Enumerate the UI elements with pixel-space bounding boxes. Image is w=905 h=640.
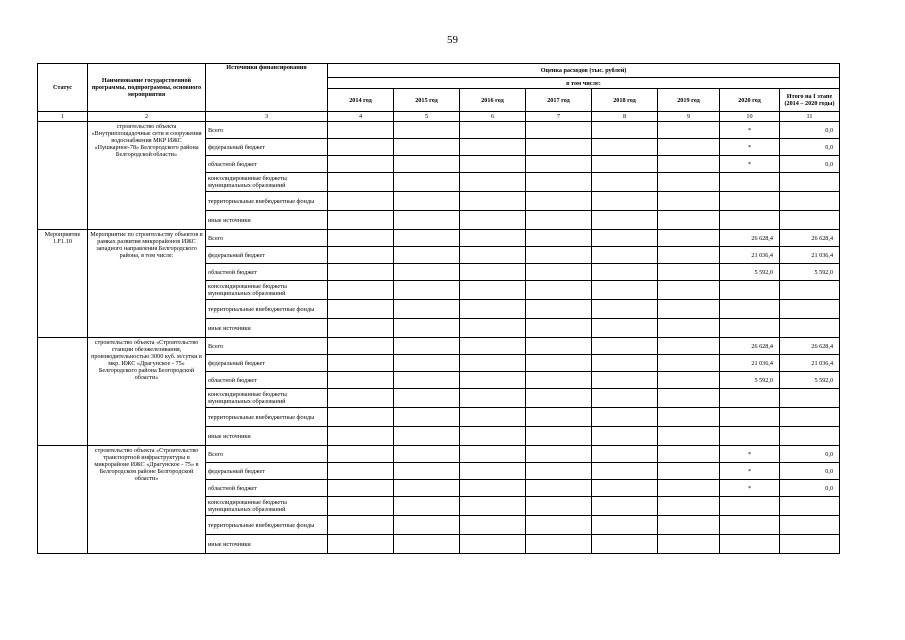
year-2020-value [720, 319, 780, 338]
year-value-cell [658, 463, 720, 480]
column-number: 10 [720, 112, 780, 122]
year-value-cell [460, 139, 526, 156]
year-value-cell [460, 408, 526, 427]
year-2020-value: * [720, 122, 780, 139]
total-value: 0,0 [780, 446, 840, 463]
total-value [780, 192, 840, 211]
year-value-cell [526, 247, 592, 264]
total-value: 26 628,4 [780, 230, 840, 247]
year-value-cell [328, 300, 394, 319]
header-year: 2020 год [720, 89, 780, 112]
year-value-cell [592, 230, 658, 247]
year-value-cell [394, 281, 460, 300]
total-value [780, 281, 840, 300]
year-value-cell [328, 139, 394, 156]
year-value-cell [328, 446, 394, 463]
year-value-cell [394, 463, 460, 480]
year-value-cell [460, 338, 526, 355]
total-value [780, 319, 840, 338]
year-value-cell [526, 300, 592, 319]
table-row [38, 338, 840, 355]
year-value-cell [592, 338, 658, 355]
funding-source: федеральный бюджет [206, 247, 328, 264]
year-value-cell [328, 230, 394, 247]
year-value-cell [394, 535, 460, 554]
year-value-cell [592, 247, 658, 264]
year-value-cell [658, 497, 720, 516]
funding-source: федеральный бюджет [206, 355, 328, 372]
year-2020-value: * [720, 139, 780, 156]
year-2020-value: 5 592,0 [720, 372, 780, 389]
header-total: Итого на I этапе (2014 – 2020 годы) [780, 89, 840, 112]
year-value-cell [526, 427, 592, 446]
total-value: 0,0 [780, 156, 840, 173]
year-value-cell [592, 535, 658, 554]
budget-table [37, 63, 840, 554]
year-value-cell [658, 139, 720, 156]
year-value-cell [526, 338, 592, 355]
row-status [38, 446, 88, 554]
year-value-cell [328, 338, 394, 355]
year-value-cell [460, 355, 526, 372]
year-value-cell [328, 281, 394, 300]
table-row [38, 230, 840, 247]
header-sources: Источники финансирования [206, 64, 328, 112]
total-value [780, 300, 840, 319]
year-value-cell [394, 319, 460, 338]
funding-source: областной бюджет [206, 264, 328, 281]
funding-source: Всего [206, 338, 328, 355]
year-value-cell [394, 355, 460, 372]
year-value-cell [592, 427, 658, 446]
year-value-cell [526, 264, 592, 281]
year-value-cell [394, 264, 460, 281]
year-value-cell [592, 281, 658, 300]
header-year: 2014 год [328, 89, 394, 112]
total-value: 5 592,0 [780, 264, 840, 281]
funding-source: консолидированные бюджеты муниципальных образований [206, 497, 328, 516]
header-name: Наименование государственной программы, подпрограммы, основного мероприятия [88, 64, 206, 112]
year-2020-value: 26 628,4 [720, 230, 780, 247]
year-2020-value: * [720, 156, 780, 173]
funding-source: Всего [206, 122, 328, 139]
year-value-cell [526, 389, 592, 408]
funding-source: консолидированные бюджеты муниципальных образований [206, 281, 328, 300]
year-value-cell [394, 139, 460, 156]
year-value-cell [658, 355, 720, 372]
year-2020-value [720, 516, 780, 535]
funding-source: Всего [206, 446, 328, 463]
year-value-cell [592, 122, 658, 139]
funding-source: территориальные внебюджетные фонды [206, 516, 328, 535]
year-value-cell [592, 173, 658, 192]
year-value-cell [526, 230, 592, 247]
year-value-cell [460, 372, 526, 389]
year-value-cell [658, 156, 720, 173]
column-number: 4 [328, 112, 394, 122]
year-value-cell [658, 281, 720, 300]
year-value-cell [658, 192, 720, 211]
year-value-cell [658, 446, 720, 463]
year-value-cell [328, 247, 394, 264]
year-value-cell [658, 408, 720, 427]
year-2020-value [720, 281, 780, 300]
total-value: 0,0 [780, 139, 840, 156]
row-name: строительство объекта «Строительство транспортной инфраструктуры в микрорайоне ИЖС «Драгунское - 75» в Белгородском районе Белгородской области» [88, 446, 206, 554]
year-value-cell [328, 192, 394, 211]
funding-source: иные источники [206, 211, 328, 230]
year-value-cell [394, 480, 460, 497]
year-value-cell [526, 480, 592, 497]
header-year: 2017 год [526, 89, 592, 112]
year-2020-value [720, 408, 780, 427]
header-year: 2019 год [658, 89, 720, 112]
column-number: 7 [526, 112, 592, 122]
year-2020-value [720, 173, 780, 192]
funding-source: консолидированные бюджеты муниципальных образований [206, 389, 328, 408]
year-value-cell [526, 497, 592, 516]
year-value-cell [460, 535, 526, 554]
year-value-cell [460, 389, 526, 408]
year-value-cell [592, 497, 658, 516]
year-value-cell [658, 480, 720, 497]
year-value-cell [328, 535, 394, 554]
year-value-cell [592, 408, 658, 427]
row-status [38, 122, 88, 230]
year-2020-value [720, 535, 780, 554]
total-value: 21 036,4 [780, 355, 840, 372]
year-value-cell [328, 389, 394, 408]
header-year: 2016 год [460, 89, 526, 112]
table-row [38, 122, 840, 139]
funding-source: областной бюджет [206, 480, 328, 497]
row-name: строительство объекта «Строительство станции обезжелезивания, производительностью 3000 куб. м/сутки в мкр. ИЖС «Драгунское - 75» Белгородского района Белгородской области» [88, 338, 206, 446]
year-value-cell [394, 408, 460, 427]
year-value-cell [592, 156, 658, 173]
header-status: Статус [38, 64, 88, 112]
year-value-cell [394, 156, 460, 173]
table-header [38, 64, 840, 122]
year-2020-value: * [720, 463, 780, 480]
year-value-cell [460, 281, 526, 300]
year-value-cell [592, 480, 658, 497]
total-value [780, 535, 840, 554]
row-status [38, 338, 88, 446]
year-2020-value: 21 036,4 [720, 247, 780, 264]
year-value-cell [394, 516, 460, 535]
year-value-cell [526, 372, 592, 389]
year-value-cell [592, 372, 658, 389]
year-value-cell [460, 427, 526, 446]
year-value-cell [394, 427, 460, 446]
table-body [38, 122, 840, 554]
year-value-cell [460, 300, 526, 319]
year-value-cell [592, 139, 658, 156]
column-number: 6 [460, 112, 526, 122]
year-value-cell [592, 319, 658, 338]
year-value-cell [658, 389, 720, 408]
year-2020-value [720, 389, 780, 408]
funding-source: иные источники [206, 535, 328, 554]
year-value-cell [526, 281, 592, 300]
year-value-cell [328, 480, 394, 497]
year-2020-value [720, 192, 780, 211]
column-number: 1 [38, 112, 88, 122]
funding-source: консолидированные бюджеты муниципальных образований [206, 173, 328, 192]
year-value-cell [328, 211, 394, 230]
funding-source: областной бюджет [206, 372, 328, 389]
year-2020-value: 5 592,0 [720, 264, 780, 281]
year-value-cell [658, 535, 720, 554]
year-value-cell [526, 463, 592, 480]
year-value-cell [394, 497, 460, 516]
year-value-cell [328, 497, 394, 516]
year-value-cell [394, 338, 460, 355]
year-2020-value: * [720, 480, 780, 497]
total-value [780, 389, 840, 408]
year-value-cell [526, 211, 592, 230]
header-estimate: Оценка расходов (тыс. рублей) [328, 64, 840, 78]
year-2020-value: * [720, 446, 780, 463]
funding-source: Всего [206, 230, 328, 247]
year-value-cell [658, 338, 720, 355]
year-2020-value [720, 427, 780, 446]
column-number: 3 [206, 112, 328, 122]
year-value-cell [328, 173, 394, 192]
year-value-cell [592, 389, 658, 408]
year-value-cell [658, 516, 720, 535]
year-value-cell [658, 230, 720, 247]
year-value-cell [460, 319, 526, 338]
year-value-cell [460, 480, 526, 497]
year-value-cell [460, 156, 526, 173]
year-value-cell [394, 300, 460, 319]
year-value-cell [592, 192, 658, 211]
year-value-cell [460, 247, 526, 264]
funding-source: иные источники [206, 427, 328, 446]
year-2020-value [720, 211, 780, 230]
year-value-cell [592, 300, 658, 319]
year-value-cell [394, 173, 460, 192]
year-value-cell [526, 446, 592, 463]
year-value-cell [526, 156, 592, 173]
total-value [780, 497, 840, 516]
year-value-cell [526, 319, 592, 338]
funding-source: федеральный бюджет [206, 139, 328, 156]
year-2020-value [720, 497, 780, 516]
row-status: Мероприятие 1.F1.10 [38, 230, 88, 338]
year-value-cell [394, 446, 460, 463]
year-value-cell [460, 211, 526, 230]
year-value-cell [526, 535, 592, 554]
total-value: 21 036,4 [780, 247, 840, 264]
year-value-cell [658, 264, 720, 281]
year-value-cell [328, 427, 394, 446]
total-value: 0,0 [780, 122, 840, 139]
year-value-cell [328, 319, 394, 338]
year-value-cell [394, 192, 460, 211]
column-number: 9 [658, 112, 720, 122]
year-value-cell [526, 139, 592, 156]
column-number-row [38, 112, 840, 122]
year-value-cell [658, 211, 720, 230]
total-value: 0,0 [780, 480, 840, 497]
funding-source: территориальные внебюджетные фонды [206, 408, 328, 427]
funding-source: федеральный бюджет [206, 463, 328, 480]
year-value-cell [328, 463, 394, 480]
year-value-cell [460, 516, 526, 535]
year-value-cell [592, 463, 658, 480]
year-value-cell [328, 264, 394, 281]
year-value-cell [328, 516, 394, 535]
funding-source: территориальные внебюджетные фонды [206, 300, 328, 319]
year-value-cell [592, 211, 658, 230]
total-value [780, 211, 840, 230]
table-row [38, 446, 840, 463]
page-number: 59 [447, 34, 458, 46]
year-value-cell [460, 173, 526, 192]
year-value-cell [328, 408, 394, 427]
year-value-cell [592, 446, 658, 463]
header-year: 2018 год [592, 89, 658, 112]
total-value [780, 427, 840, 446]
year-2020-value [720, 300, 780, 319]
total-value [780, 516, 840, 535]
year-value-cell [328, 372, 394, 389]
year-value-cell [526, 122, 592, 139]
year-value-cell [460, 230, 526, 247]
column-number: 11 [780, 112, 840, 122]
year-value-cell [460, 446, 526, 463]
year-value-cell [460, 497, 526, 516]
year-value-cell [658, 122, 720, 139]
total-value: 26 628,4 [780, 338, 840, 355]
year-value-cell [658, 319, 720, 338]
total-value: 0,0 [780, 463, 840, 480]
year-value-cell [460, 122, 526, 139]
year-value-cell [394, 211, 460, 230]
year-value-cell [394, 389, 460, 408]
year-value-cell [526, 516, 592, 535]
column-number: 2 [88, 112, 206, 122]
year-value-cell [592, 516, 658, 535]
year-2020-value: 26 628,4 [720, 338, 780, 355]
funding-source: иные источники [206, 319, 328, 338]
year-value-cell [460, 192, 526, 211]
year-value-cell [658, 372, 720, 389]
total-value [780, 408, 840, 427]
year-value-cell [526, 192, 592, 211]
year-value-cell [328, 122, 394, 139]
year-value-cell [394, 122, 460, 139]
row-name: строительство объекта «Внутриплощадочные сети и сооружения водоснабжения МКР ИЖС «Пушкарное-78» Белгородского района Белгородской области» [88, 122, 206, 230]
year-value-cell [592, 264, 658, 281]
column-number: 5 [394, 112, 460, 122]
year-value-cell [526, 355, 592, 372]
total-value: 5 592,0 [780, 372, 840, 389]
year-value-cell [394, 372, 460, 389]
year-value-cell [658, 427, 720, 446]
year-value-cell [658, 300, 720, 319]
year-value-cell [328, 355, 394, 372]
year-value-cell [328, 156, 394, 173]
year-value-cell [658, 173, 720, 192]
column-number: 8 [592, 112, 658, 122]
header-including: в том числе: [328, 78, 840, 89]
year-value-cell [394, 247, 460, 264]
year-value-cell [526, 173, 592, 192]
row-name: Мероприятие по строительству объектов в рамках развития микрорайонов ИЖС западного направления Белгородского района, в том числе: [88, 230, 206, 338]
year-value-cell [460, 463, 526, 480]
year-value-cell [460, 264, 526, 281]
total-value [780, 173, 840, 192]
header-year: 2015 год [394, 89, 460, 112]
year-value-cell [526, 408, 592, 427]
year-2020-value: 21 036,4 [720, 355, 780, 372]
year-value-cell [592, 355, 658, 372]
year-value-cell [394, 230, 460, 247]
funding-source: областной бюджет [206, 156, 328, 173]
year-value-cell [658, 247, 720, 264]
funding-source: территориальные внебюджетные фонды [206, 192, 328, 211]
